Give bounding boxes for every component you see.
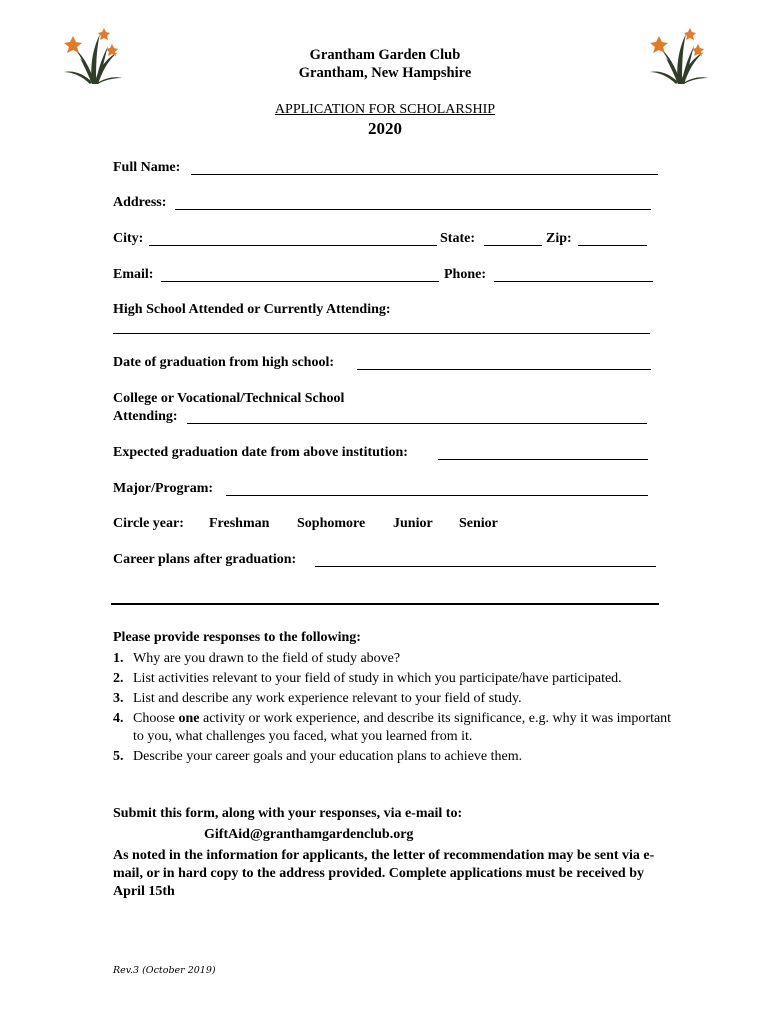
full-name-label: Full Name: [113, 160, 181, 175]
zip-label: Zip: [546, 231, 572, 246]
state-label: State: [440, 231, 475, 246]
responses-list [113, 650, 673, 766]
responses-heading: Please provide responses to the following: [113, 630, 361, 645]
form-title: APPLICATION FOR SCHOLARSHIP [274, 102, 496, 117]
zip-field[interactable] [578, 245, 647, 246]
college-label-line1: College or Vocational/Technical School [113, 391, 345, 406]
career-field-line2[interactable] [111, 603, 659, 605]
response-item: 3. List and describe any work experience relevant to your field of study. [113, 691, 522, 706]
major-label: Major/Program: [113, 481, 214, 496]
org-name: Grantham Garden Club [309, 47, 461, 63]
high-school-label: High School Attended or Currently Attending: [113, 302, 391, 317]
email-field[interactable] [161, 281, 439, 282]
grad-date-label: Date of graduation from high school: [113, 355, 335, 370]
submit-note: As noted in the information for applicants, the letter of recommendation may be sent via e-mail, or in hard copy to the address provided. Complete applications must be received by April 15th [113, 848, 655, 899]
expected-grad-field[interactable] [438, 459, 648, 460]
career-label: Career plans after graduation: [113, 552, 297, 567]
revision-footer: Rev.3 (October 2019) [113, 965, 216, 976]
circle-year-sophomore[interactable]: Sophomore [297, 516, 366, 531]
city-label: City: [113, 231, 144, 246]
city-field[interactable] [149, 245, 437, 246]
email-label: Email: [113, 267, 154, 282]
phone-label: Phone: [444, 267, 486, 282]
circle-year-junior[interactable]: Junior [393, 516, 433, 531]
expected-grad-label: Expected graduation date from above institution: [113, 445, 408, 460]
submit-email[interactable]: GiftAid@granthamgardenclub.org [204, 827, 414, 842]
college-field[interactable] [187, 423, 647, 424]
form-year: 2020 [368, 119, 402, 138]
circle-year-freshman[interactable]: Freshman [209, 516, 270, 531]
address-field[interactable] [175, 209, 651, 210]
career-field[interactable] [315, 566, 656, 567]
state-field[interactable] [484, 245, 542, 246]
grad-date-field[interactable] [357, 369, 651, 370]
full-name-field[interactable] [191, 174, 658, 175]
response-item: 1. Why are you drawn to the field of study above? [113, 651, 401, 666]
submit-instruction: Submit this form, along with your responses, via e-mail to: [113, 806, 463, 821]
org-location: Grantham, New Hampshire [298, 65, 472, 81]
response-item: 4. Choose one activity or work experience, and describe its significance, e.g. why it was important to you, what challenges you faced, what you learned from it. [113, 711, 672, 744]
major-field[interactable] [226, 495, 648, 496]
phone-field[interactable] [494, 281, 653, 282]
response-item: 5. Describe your career goals and your education plans to achieve them. [113, 749, 523, 764]
high-school-field[interactable] [113, 333, 650, 334]
circle-year-senior[interactable]: Senior [459, 516, 498, 531]
college-label-line2: Attending: [113, 409, 178, 424]
response-item: 2. List activities relevant to your field of study in which you participate/have participated. [113, 671, 622, 686]
address-label: Address: [113, 195, 167, 210]
circle-year-label: Circle year: [113, 516, 184, 531]
